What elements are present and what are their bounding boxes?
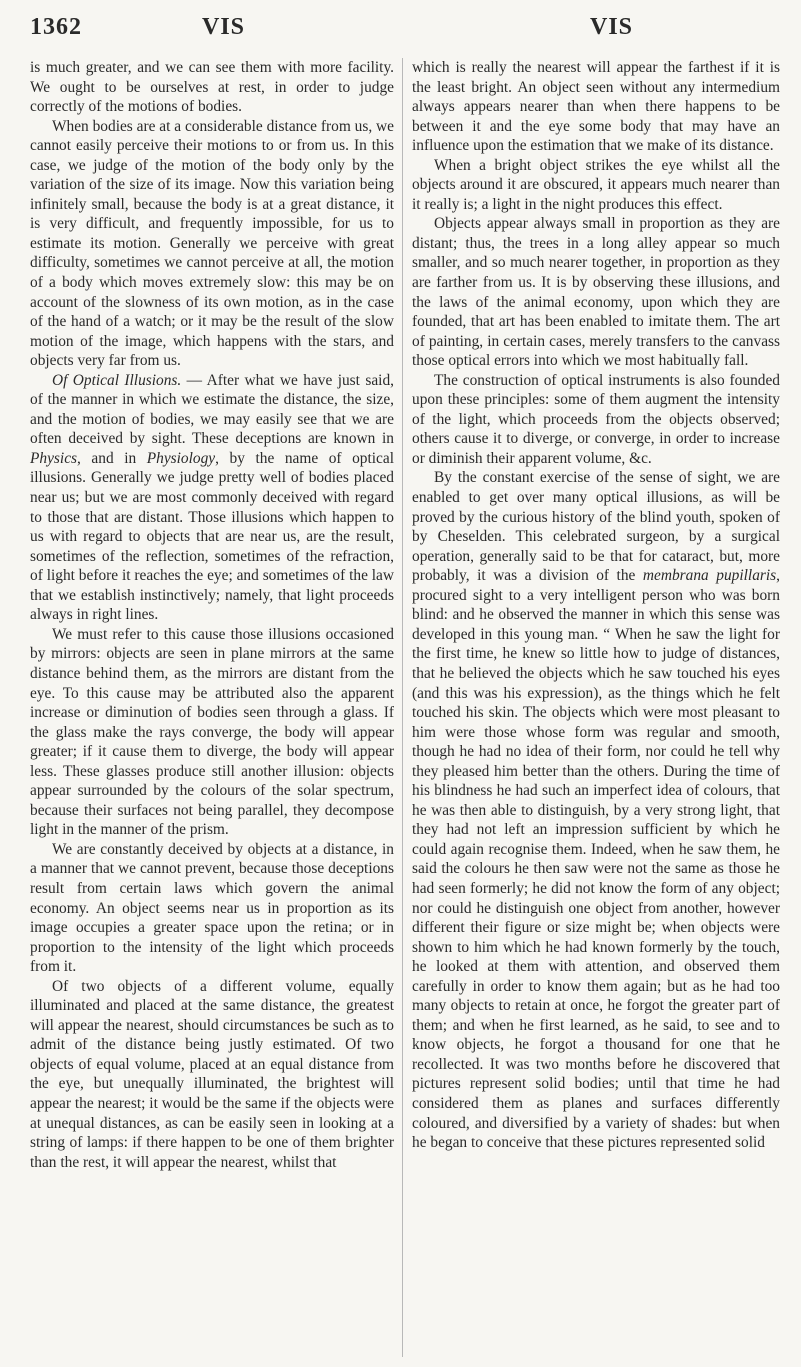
text-run: , procured sight to a very intelligent person who was born blind: and he observed the manner in which this sense was developed in this young man. “ When he saw the light for the first time, he knew so little how to judge of distances, that he believed the objects which he saw touched his eyes (and this was his expression), as the things which he felt touched his skin. The objects which were most pleasant to him were those whose form was regular and smooth, though he had no idea of their form, nor could he tell why they pleased him better than the others. During the time of his blindness he had such an imperfect idea of colours, that he was then able to distinguish, by a very strong light, that they had not left an impression sufficient by which he could again recognise them. Indeed, when he saw them, he said the colours he then saw were not the same as those he had seen formerly; he did not know the form of any object; nor could he distinguish one object from another, however different their figure or size might be; when objects were shown to him which he had known formerly by the touch, he looked at them with attention, and observed them carefully in order to know them again; but as he had too many objects to retain at once, he forgot the greater part of them; and when he first learned, as he said, to see and to know objects, he forgot a thousand for one that he recollected. It was two months before he discovered that pictures represent solid bodies; until that time he had considered them as planes and surfaces differently coloured, and diversified by a variety of shades: but when he began to conceive that these pictures represented solid — [412, 567, 781, 1152]
paragraph: The construction of optical instruments is also founded upon these principles: some of them augment the intensity of the light, which proceeds from the objects observed; others cause it to diverge, or converge, in order to increase or diminish their apparent volume, &c. — [412, 371, 780, 467]
italic-term: membrana pupillaris — [642, 567, 777, 585]
paragraph-cheselden — [412, 468, 780, 1152]
paragraph: Of two objects of a different volume, equally illuminated and placed at the same distance, the greatest will appear the nearest, should circumstances be such as to admit of the distance being justly estimated. Of two objects of equal volume, placed at an equal distance from the eye, but unequally illuminated, the brightest will appear the nearest; it would be the same if the objects were at unequal distances, as can be easily seen in looking at a string of lamps: if there happen to be one of them brighter than the rest, it will appear the nearest, whilst that — [30, 977, 394, 1171]
column-divider — [402, 58, 403, 1357]
paragraph: which is really the nearest will appear the farthest if it is the least bright. An object seen without any intermedium always appears nearer than when there happens to be between it and the eye some body that may have an influence upon the estimation that we make of its distance. — [412, 59, 780, 155]
paragraph: When bodies are at a considerable distance from us, we cannot easily perceive their motions to or from us. In this case, we judge of the motion of the body only by the variation of the size of its image. Now this variation being infinitely small, because the body is at a great distance, it is very difficult, and frequently impossible, for us to estimate its motion. Generally we perceive with great difficulty, sometimes we cannot perceive at all, the motion of a body which moves extremely slow: this may be on account of the slowness of its own motion, as in the case of the hand of a watch; or it may be the result of the slow motion of the image, which happens with the stars, and objects very far from us. — [30, 117, 394, 370]
paragraph: We are constantly deceived by objects at a distance, in a manner that we cannot prevent, because those deceptions result from certain laws which govern the animal economy. An object seems near us in proportion as its image occupies a greater space upon the retina; or in proportion to the intensity of the light which proceeds from it. — [30, 840, 394, 976]
paragraph: Objects appear always small in proportion as they are distant; thus, the trees in a long alley appear so much smaller, and so much nearer together, in proportion as they are farther from us. It is by observing these illusions, and the laws of the animal economy, upon which they are founded, that art has been enabled to imitate them. The art of painting, in certain cases, merely transfers to the canvass those optical errors into which we most habitually fall. — [412, 215, 780, 370]
running-header — [30, 14, 781, 50]
text-run: By the constant exercise of the sense of sight, we are enabled to get over many optical illusions, as will be proved by the curious history of the blind youth, spoken of by Cheselden. This celebrated surgeon, by a surgical operation, generally said to be that for cataract, but, more probably, it was a division of the — [412, 469, 780, 585]
text-run: , by the name of optical illusions. Generally we judge pretty well of bodies placed near us; but we are most commonly deceived with regard to those that are distant. Those illusions which happen to us with regard to objects that are near us, are the result, sometimes of the reflection, sometimes of the refraction, of light before it reaches the eye; and sometimes of the law that we establish instinctively; namely, that light proceeds always in right lines. — [30, 449, 394, 624]
text-run: , and in — [77, 449, 147, 467]
paragraph: is much greater, and we can see them with more facility. We ought to be ourselves at rest, in order to judge correctly of the motions of bodies. — [30, 59, 394, 116]
right-headword: VIS — [590, 14, 634, 40]
paragraph-optical-illusions — [30, 371, 394, 625]
paragraph: We must refer to this cause those illusions occasioned by mirrors: objects are seen in plane mirrors at the same distance behind them, as the mirrors are distant from the eye. To this cause may be attributed also the apparent increase or diminution of bodies seen through a glass. If the glass make the rays converge, the body will appear greater; if it cause them to diverge, the body will appear less. These glasses produce still another illusion: objects appear surrounded by the colours of the solar spectrum, because their surfaces not being parallel, they decompose light in the manner of the prism. — [30, 625, 394, 839]
section-heading: Of Optical Illusions. — [52, 371, 182, 389]
paragraph: When a bright object strikes the eye whilst all the objects around it are obscured, it appears much nearer than it really is; a light in the night produces this effect. — [412, 156, 780, 213]
left-column — [30, 58, 394, 1172]
page-number: 1362 — [30, 14, 82, 40]
italic-term: Physics — [30, 449, 78, 467]
right-column — [412, 58, 780, 1153]
left-headword: VIS — [202, 14, 246, 40]
italic-term: Physiology — [146, 449, 216, 467]
text-run: — After what we have just said, of the manner in which we estimate the distance, the size, and the motion of bodies, we may easily see that we are often deceived by sight. These deceptions are known in — [30, 371, 394, 448]
